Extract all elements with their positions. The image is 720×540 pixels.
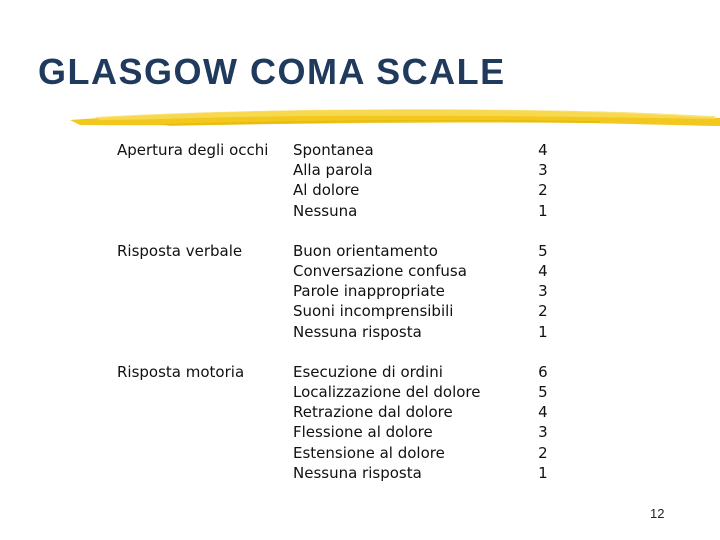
response-text: Esecuzione di ordini [293, 362, 443, 381]
group-label: Risposta verbale [117, 241, 243, 260]
response-list [293, 362, 553, 483]
response-text: Buon orientamento [293, 241, 438, 260]
response-row [293, 362, 553, 382]
response-score: 6 [538, 362, 548, 381]
response-text: Parole inappropriate [293, 282, 445, 301]
response-row [293, 301, 553, 321]
response-text: Nessuna [293, 201, 358, 220]
group-label: Apertura degli occhi [117, 141, 269, 159]
response-row [293, 322, 553, 342]
response-score: 2 [538, 181, 548, 200]
response-row [293, 261, 553, 281]
response-row [293, 382, 553, 402]
response-list [293, 241, 553, 342]
response-score: 5 [538, 383, 548, 402]
response-score: 4 [538, 141, 548, 159]
glasgow-coma-scale-table [117, 140, 577, 503]
response-text: Suoni incomprensibili [293, 302, 454, 321]
gcs-group-eye-opening [117, 140, 577, 221]
page-number: 12 [650, 506, 665, 521]
gcs-group-motor-response [117, 362, 577, 483]
response-text: Nessuna risposta [293, 463, 422, 482]
response-text: Conversazione confusa [293, 262, 467, 281]
response-row [293, 180, 553, 200]
response-row [293, 422, 553, 442]
response-row [293, 443, 553, 463]
response-score: 2 [538, 302, 548, 321]
response-row [293, 241, 553, 261]
gcs-group-verbal-response [117, 241, 577, 342]
response-text: Nessuna risposta [293, 322, 422, 341]
response-score: 3 [538, 282, 548, 301]
response-row [293, 140, 553, 160]
response-score: 3 [538, 161, 548, 180]
slide-title: GLASGOW COMA SCALE [38, 51, 506, 92]
response-row [293, 160, 553, 180]
response-score: 4 [538, 262, 548, 281]
response-score: 3 [538, 423, 548, 442]
response-score: 1 [538, 463, 548, 482]
response-text: Localizzazione del dolore [293, 383, 481, 402]
response-score: 1 [538, 201, 548, 220]
response-text: Retrazione dal dolore [293, 403, 453, 422]
response-score: 1 [538, 322, 548, 341]
response-score: 5 [538, 241, 548, 260]
response-score: 2 [538, 443, 548, 462]
response-row [293, 402, 553, 422]
response-text: Alla parola [293, 161, 373, 180]
response-text: Estensione al dolore [293, 443, 445, 462]
response-text: Spontanea [293, 141, 374, 159]
response-row [293, 463, 553, 483]
response-text: Flessione al dolore [293, 423, 433, 442]
response-text: Al dolore [293, 181, 360, 200]
response-row [293, 281, 553, 301]
response-row [293, 201, 553, 221]
group-label: Risposta motoria [117, 362, 245, 381]
yellow-brush-underline [0, 100, 720, 134]
response-score: 4 [538, 403, 548, 422]
response-list [293, 140, 553, 221]
